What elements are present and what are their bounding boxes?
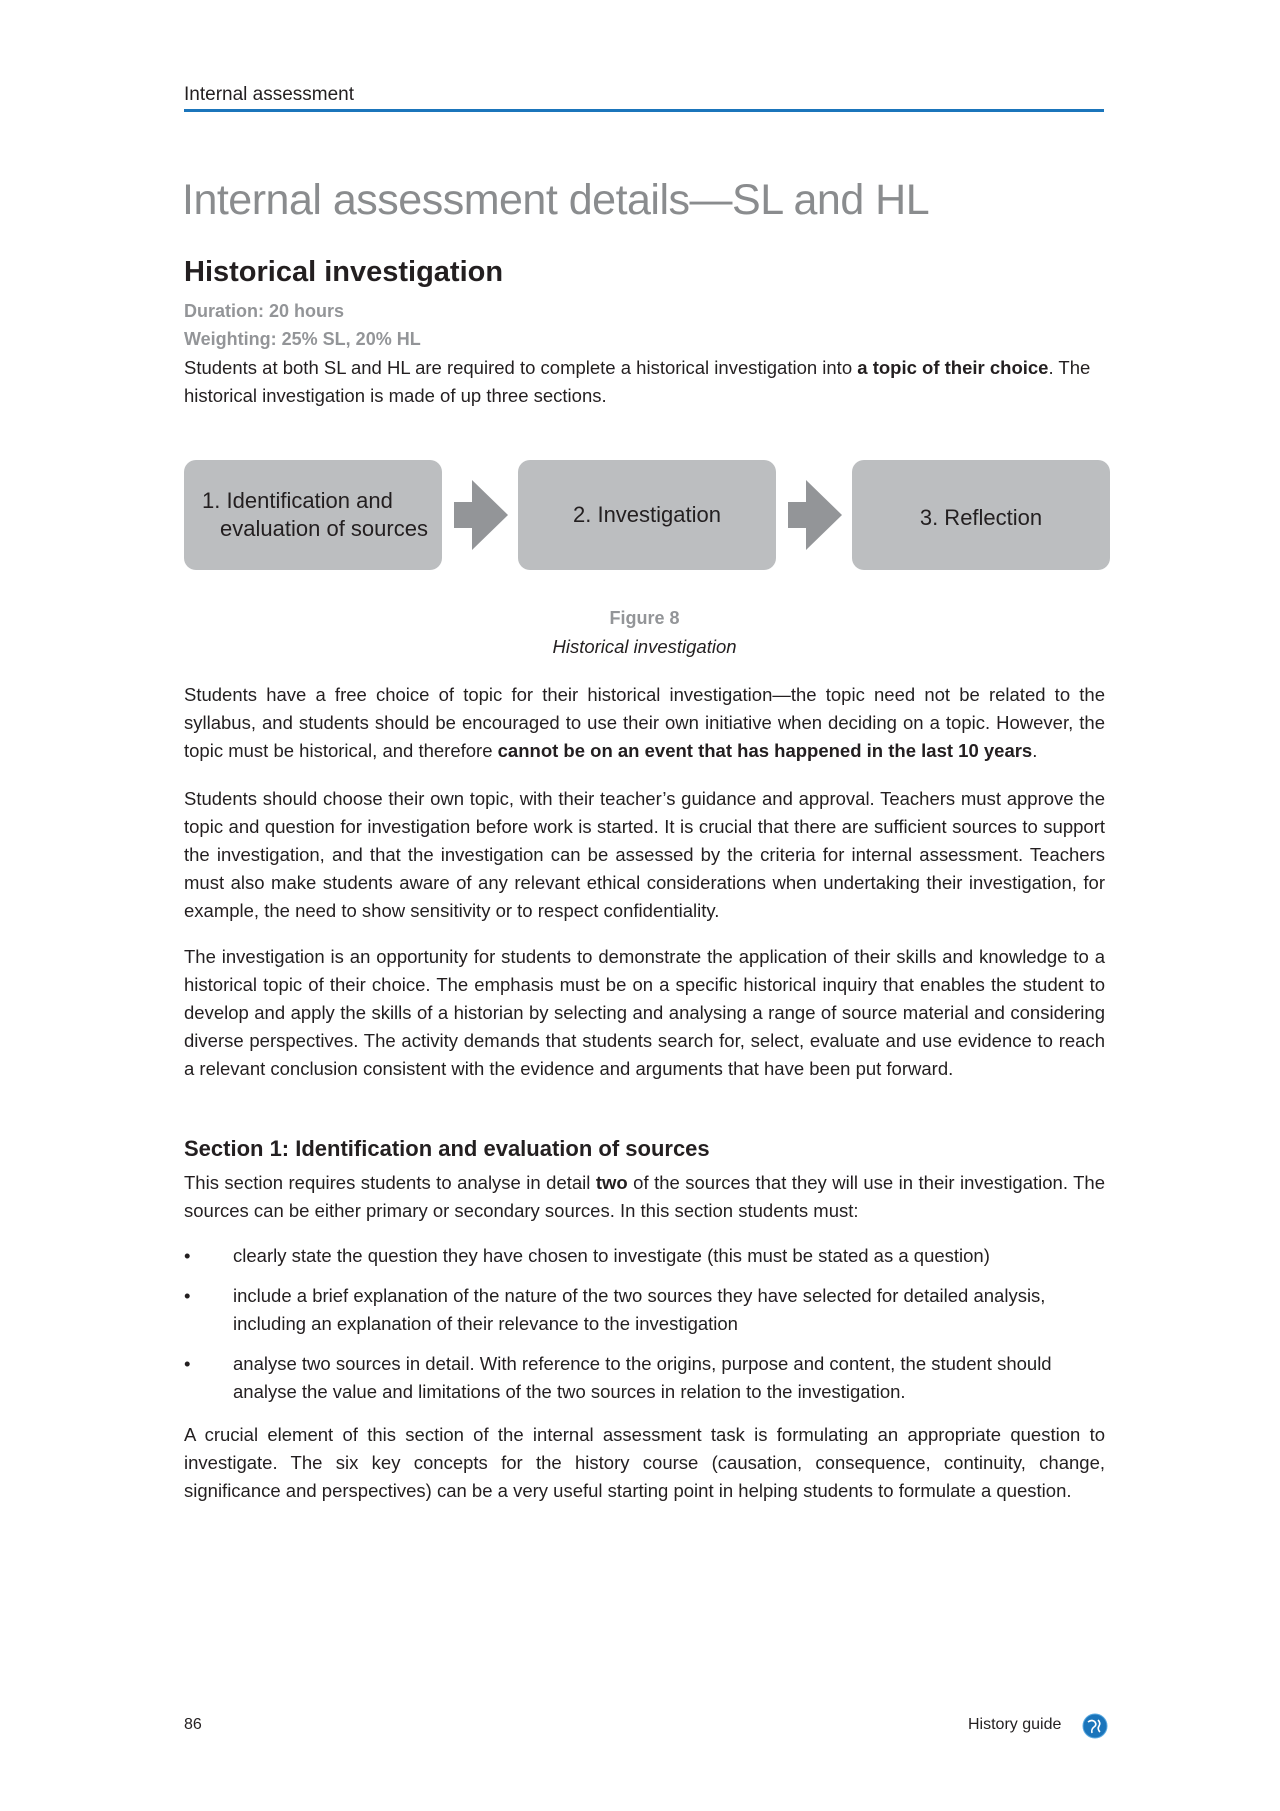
section-heading: Historical investigation: [184, 256, 504, 288]
figure-caption: Historical investigation: [552, 636, 737, 657]
ib-globe-logo-icon: [1082, 1713, 1108, 1739]
header-rule: [184, 109, 1104, 112]
paragraph-text: Students have a free choice of topic for their historical investigation—the topic need not be related to the syllabus, and students should be encouraged to use their own initiative when deciding on a topic. However, the topic must be historical, and therefore: [184, 684, 1105, 761]
flow-box-reflection: [852, 460, 1110, 570]
requirements-list: [184, 1242, 1105, 1418]
intro-text-bold: a topic of their choice: [857, 357, 1049, 378]
intro-text-a: Students at both SL and HL are required to complete a historical investigation into: [184, 357, 858, 378]
list-item: [184, 1242, 1105, 1270]
body-paragraph-topic-choice: [184, 681, 1105, 765]
running-head: Internal assessment: [184, 84, 355, 105]
body-paragraph-opportunity: The investigation is an opportunity for students to demonstrate the application of their skills and knowledge to a historical topic of their choice. The emphasis must be on a specific historical inquiry that enables the student to develop and apply the skills of a historian by selecting and analysing a range of source material and considering diverse perspectives. The activity demands that students search for, select, evaluate and use evidence to reach a relevant conclusion consistent with the evidence and arguments that have been put forward.: [184, 946, 1105, 1079]
figure-label: Figure 8: [609, 608, 680, 628]
body-paragraph-teacher-approval: Students should choose their own topic, with their teacher’s guidance and approval. Teachers must approve the topic and question for investigation before work is started. It is crucial that there are sufficient sources to support the investigation, and that the investigation can be assessed by the criteria for internal assessment. Teachers must also make students aware of any relevant ethical considerations when undertaking their investigation, for example, the need to show sensitivity or to respect confidentiality.: [184, 788, 1105, 921]
paragraph-text: .: [1032, 740, 1038, 761]
right-arrow-icon: [788, 480, 842, 550]
paragraph-text: This section requires students to analyse in detail: [184, 1172, 596, 1193]
bullet-icon: •: [184, 1353, 191, 1374]
list-item: [184, 1350, 1105, 1406]
paragraph-bold-text: two: [595, 1172, 628, 1193]
list-item-text: include a brief explanation of the nature of the two sources they have selected for detailed analysis, including an explanation of their relevance to the investigation: [233, 1285, 1046, 1334]
list-item: [184, 1282, 1105, 1338]
bullet-icon: •: [184, 1285, 191, 1306]
section1-closing-paragraph: A crucial element of this section of the internal assessment task is formulating an appropriate question to investigate. The six key concepts for the history course (causation, consequence, continuity, change, significance and perspectives) can be a very useful starting point in helping students to formulate a question.: [184, 1424, 1105, 1501]
flow-box-label: 3. Reflection: [919, 505, 1043, 530]
weighting-text: Weighting: 25% SL, 20% HL: [184, 329, 421, 349]
duration-text: Duration: 20 hours: [184, 301, 345, 321]
intro-paragraph: [184, 354, 1105, 410]
bullet-icon: •: [184, 1245, 191, 1266]
section1-heading: Section 1: Identification and evaluation of sources: [184, 1136, 710, 1161]
right-arrow-icon: [454, 480, 508, 550]
section1-intro-paragraph: [184, 1169, 1105, 1225]
list-item-text: analyse two sources in detail. With reference to the origins, purpose and content, the student should analyse the value and limitations of the two sources in relation to the investigation.: [233, 1353, 1052, 1402]
flow-box-identification: [184, 460, 442, 570]
page-title: Internal assessment details—SL and HL: [182, 176, 930, 224]
flow-box-label: 2. Investigation: [573, 502, 721, 527]
list-item-text: clearly state the question they have chosen to investigate (this must be stated as a question): [233, 1245, 990, 1266]
guide-title: History guide: [968, 1716, 1062, 1733]
paragraph-bold-text: cannot be on an event that has happened in the last 10 years: [497, 740, 1033, 761]
flow-box-investigation: [518, 460, 776, 570]
flow-box-label-line2: evaluation of sources: [220, 516, 428, 541]
paragraph-text: of the sources that they will use in their investigation. The sources can be either primary or secondary sources. In this section students must:: [184, 1172, 1105, 1221]
intro-text-b: . The historical investigation is made of up three sections.: [184, 357, 1091, 406]
flow-box-label: [198, 487, 428, 543]
page-number: 86: [184, 1716, 202, 1733]
flow-box-label-line1: 1. Identification and: [202, 488, 393, 513]
